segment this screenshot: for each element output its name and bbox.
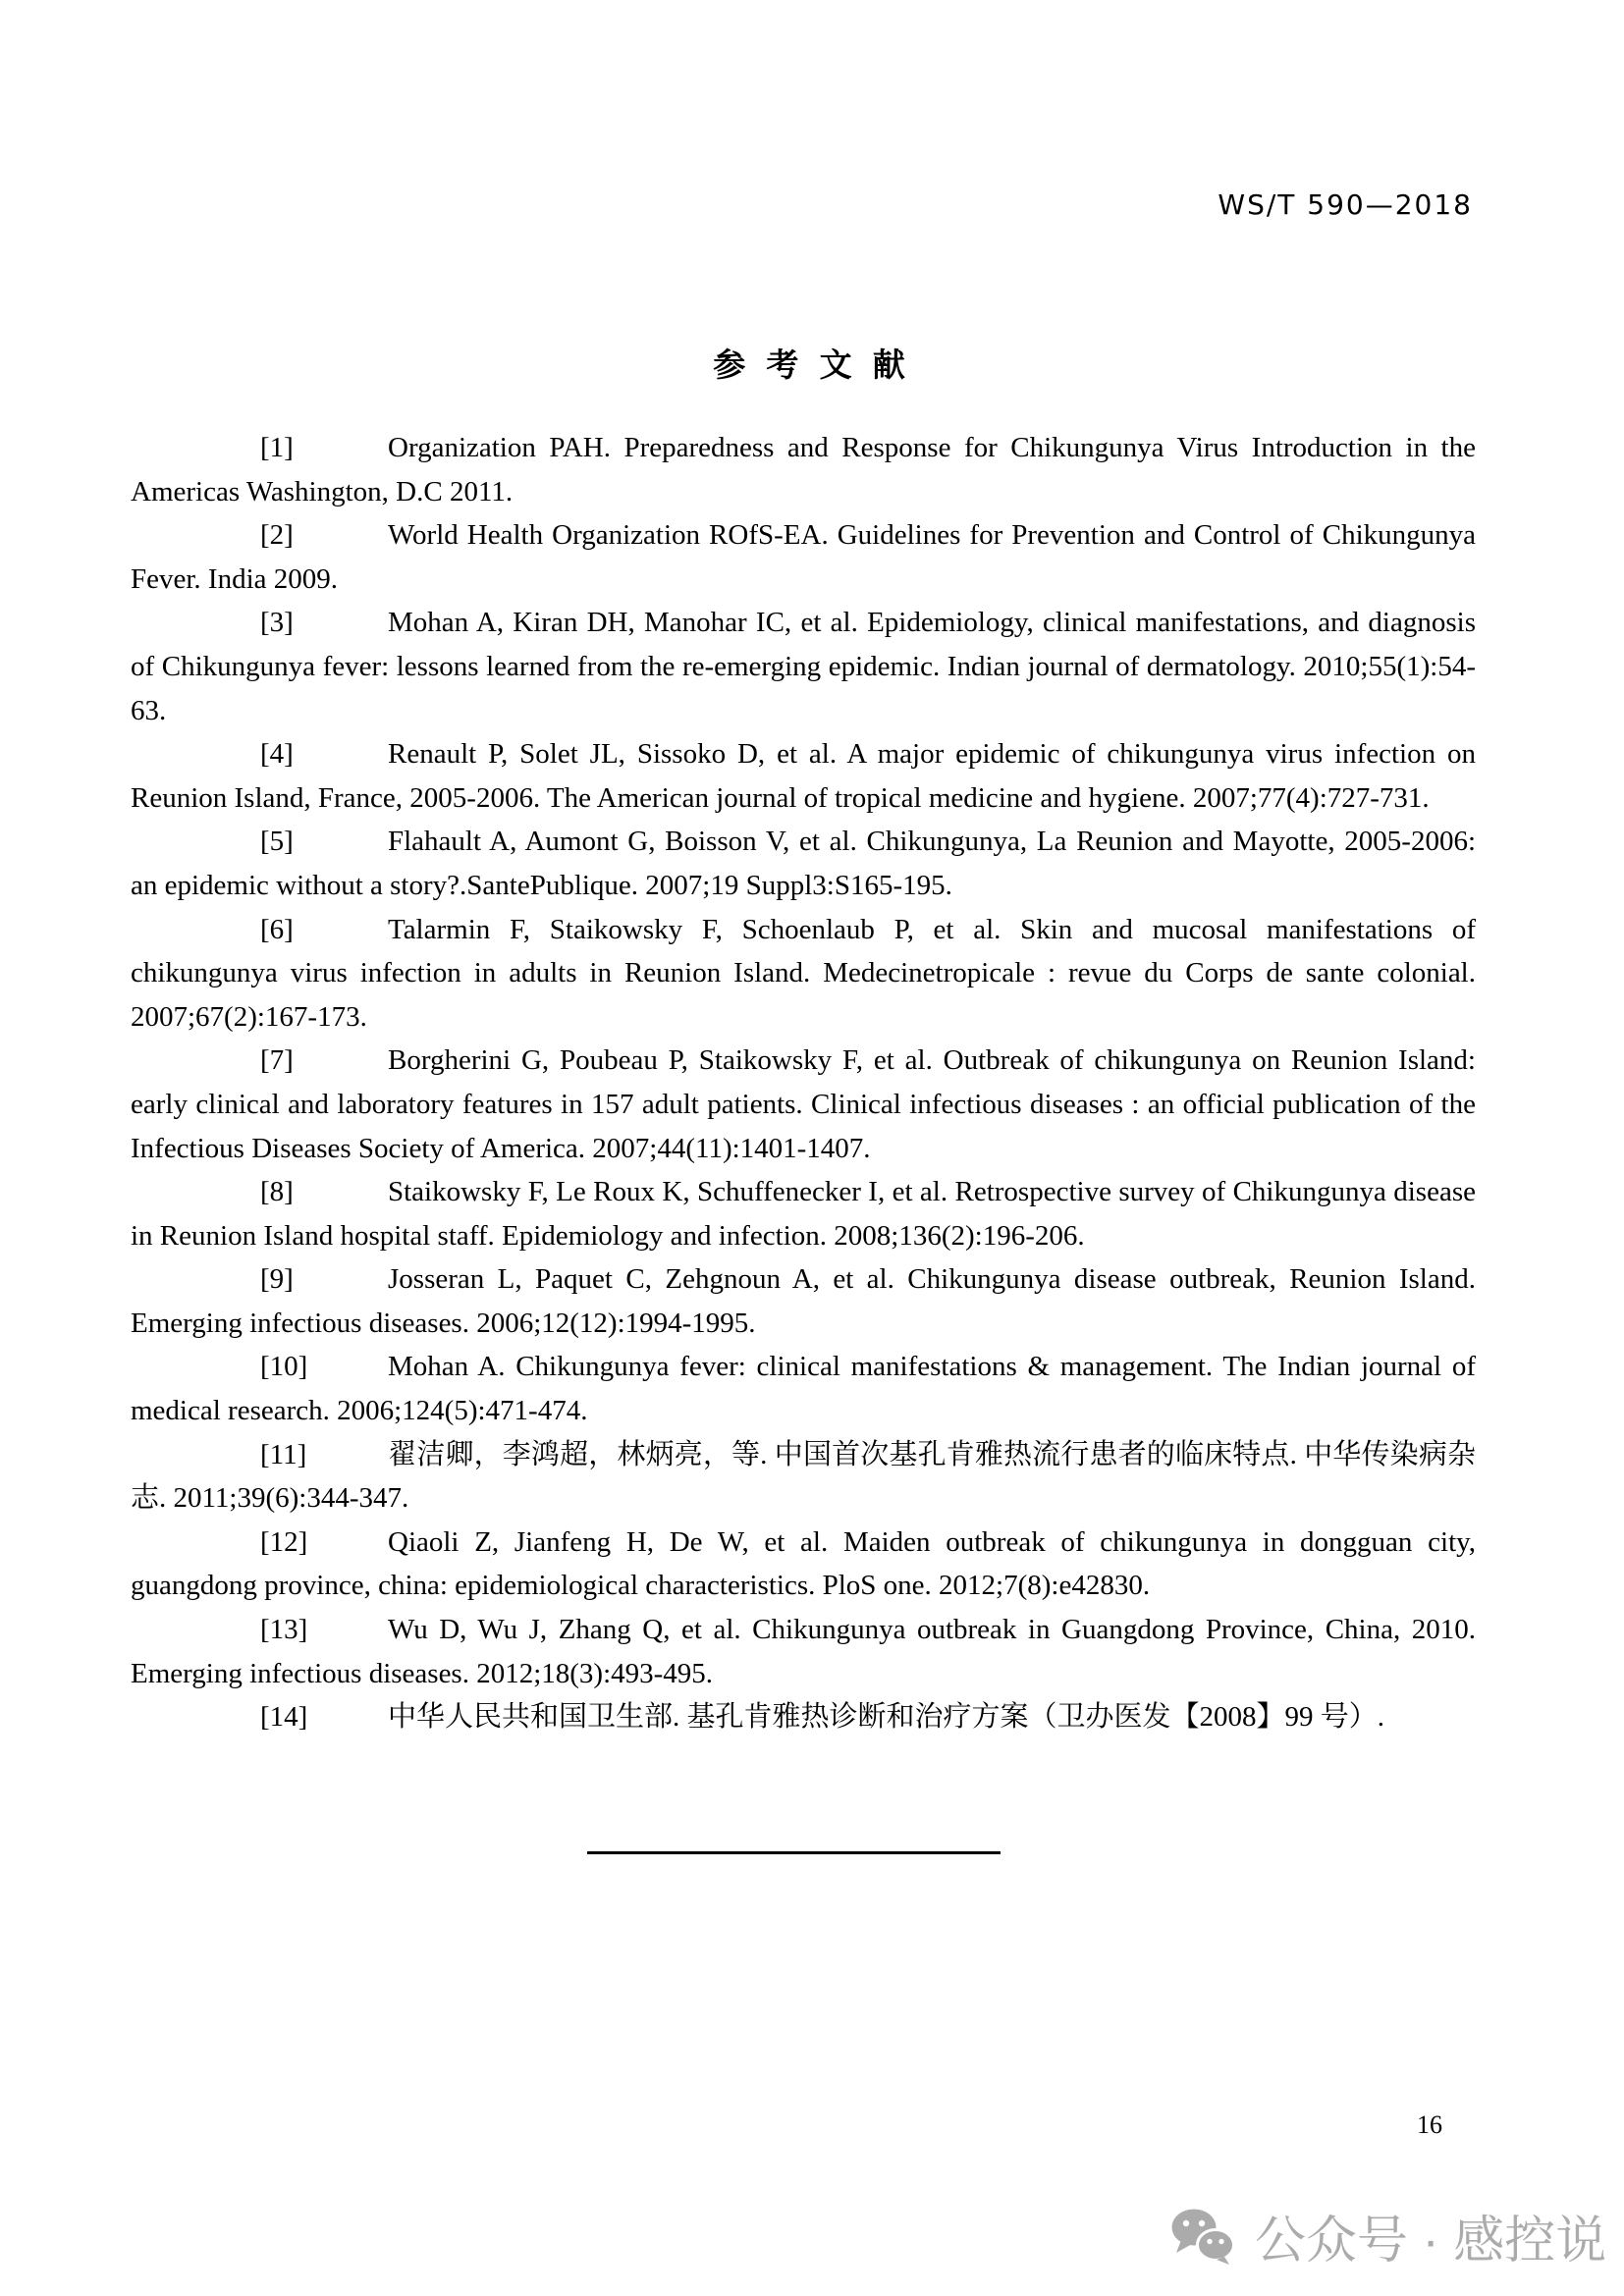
reference-text: Wu D, Wu J, Zhang Q, et al. Chikungunya outbreak in Guangdong Province, China, 2010. Emerging infectious diseases. 2012;18(3):493-495. [131, 1614, 1476, 1689]
reference-number: [8] [260, 1176, 294, 1208]
reference-number: [6] [260, 913, 294, 945]
reference-text: Borgherini G, Poubeau P, Staikowsky F, et al. Outbreak of chikungunya on Reunion Island: early clinical and laboratory features in 157 adult patients. Clinical infectious diseases : an official publication of the Infectious Diseases Society of America. 2007;44(11):1401-1407. [131, 1044, 1476, 1164]
reference-text: Mohan A. Chikungunya fever: clinical manifestations & management. The Indian journal of medical research. 2006;124(5):471-474. [131, 1351, 1476, 1427]
reference-number: [3] [260, 607, 294, 639]
reference-item [131, 1608, 1476, 1695]
reference-number: [11] [260, 1438, 307, 1470]
reference-text: Flahault A, Aumont G, Boisson V, et al. Chikungunya, La Reunion and Mayotte, 2005-2006: an epidemic without a story?.SantePublique. 2007;19 Suppl3:S165-195. [131, 826, 1476, 901]
reference-text: Renault P, Solet JL, Sissoko D, et al. A major epidemic of chikungunya virus infection on Reunion Island, France, 2005-2006. The American journal of tropical medicine and hygiene. 2007;77(4):727-731. [131, 738, 1476, 814]
standard-code: WS/T 590—2018 [1218, 188, 1473, 221]
reference-item [131, 908, 1476, 1040]
wechat-watermark [1170, 2199, 1606, 2272]
reference-item [131, 1039, 1476, 1170]
wechat-icon [1170, 2208, 1235, 2265]
reference-item [131, 513, 1476, 601]
reference-text: Talarmin F, Staikowsky F, Schoenlaub P, et al. Skin and mucosal manifestations of chikungunya virus infection in adults in Reunion Island. Medecinetropicale : revue du Corps de sante colonial. 2007;67(2):167-173. [131, 913, 1476, 1033]
reference-number: [2] [260, 519, 294, 552]
reference-text: Qiaoli Z, Jianfeng H, De W, et al. Maiden outbreak of chikungunya in dongguan city, guangdong province, china: epidemiological characteristics. PloS one. 2012;7(8):e42830. [131, 1525, 1476, 1602]
reference-item [131, 1433, 1476, 1521]
section-divider [587, 1851, 1001, 1854]
page-title: 参 考 文 献 [713, 347, 911, 383]
reference-number: [1] [260, 432, 294, 463]
reference-number: [14] [260, 1701, 308, 1734]
reference-number: [10] [260, 1351, 308, 1383]
reference-text: 中华人民共和国卫生部. 基孔肯雅热诊断和治疗方案（卫办医发【2008】99 号）. [388, 1701, 1385, 1734]
reference-number: [12] [260, 1525, 308, 1558]
reference-number: [13] [260, 1614, 308, 1646]
page-number: 16 [1417, 2110, 1442, 2139]
reference-text: World Health Organization ROfS-EA. Guidelines for Prevention and Control of Chikungunya Fever. India 2009. [131, 519, 1476, 595]
reference-number: [9] [260, 1263, 294, 1296]
references-list [131, 426, 1476, 1739]
reference-item [131, 732, 1476, 820]
reference-number: [5] [260, 826, 294, 858]
reference-text: 翟洁卿，李鸿超，林炳亮，等. 中国首次基孔肯雅热流行患者的临床特点. 中华传染病杂志. 2011;39(6):344-347. [131, 1438, 1476, 1515]
reference-item [131, 1257, 1476, 1345]
reference-number: [4] [260, 738, 294, 771]
reference-item [131, 1170, 1476, 1257]
reference-text: Mohan A, Kiran DH, Manohar IC, et al. Epidemiology, clinical manifestations, and diagnosis of Chikungunya fever: lessons learned from the re-emerging epidemic. Indian journal of dermatology. 2010;55(1):54-63. [131, 607, 1476, 726]
reference-number: [7] [260, 1044, 294, 1077]
reference-item [131, 820, 1476, 907]
reference-item [131, 601, 1476, 732]
reference-item [131, 1521, 1476, 1608]
reference-text: Josseran L, Paquet C, Zehgnoun A, et al. Chikungunya disease outbreak, Reunion Island. Emerging infectious diseases. 2006;12(12):1994-1995. [131, 1263, 1476, 1339]
watermark-text: 公众号 · 感控说 [1255, 2213, 1607, 2269]
reference-text: Staikowsky F, Le Roux K, Schuffenecker I, et al. Retrospective survey of Chikungunya disease in Reunion Island hospital staff. Epidemiology and infection. 2008;136(2):196-206. [131, 1176, 1476, 1252]
reference-item [131, 426, 1476, 513]
reference-item [131, 1695, 1476, 1739]
reference-text: Organization PAH. Preparedness and Response for Chikungunya Virus Introduction in the Americas Washington, D.C 2011. [131, 432, 1476, 507]
reference-item [131, 1345, 1476, 1432]
